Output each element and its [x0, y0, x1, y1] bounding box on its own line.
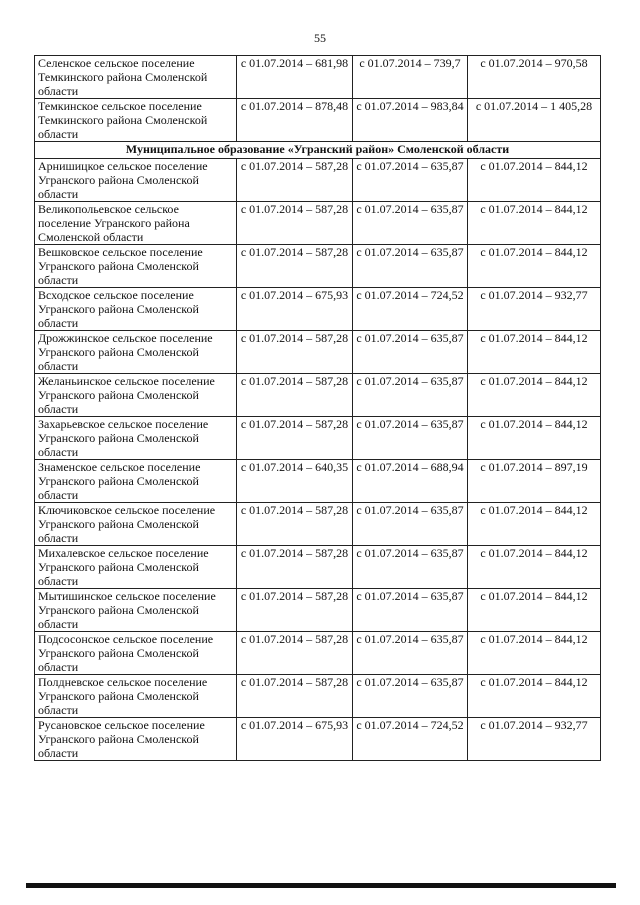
- rate-cell-1: с 01.07.2014 – 587,28: [237, 503, 353, 546]
- table-row: [35, 99, 601, 142]
- rate-cell-2: с 01.07.2014 – 635,87: [353, 245, 468, 288]
- rate-cell-2: с 01.07.2014 – 635,87: [353, 417, 468, 460]
- rate-cell-1: с 01.07.2014 – 675,93: [237, 288, 353, 331]
- rate-cell-3: с 01.07.2014 – 932,77: [468, 718, 601, 761]
- table-row: [35, 374, 601, 417]
- rate-cell-3: с 01.07.2014 – 844,12: [468, 546, 601, 589]
- settlement-name-cell: Селенское сельское поселение Темкинского района Смоленской области: [35, 56, 237, 99]
- rate-cell-3: с 01.07.2014 – 970,58: [468, 56, 601, 99]
- settlement-name-cell: Великопольевское сельское поселение Угранского района Смоленской области: [35, 202, 237, 245]
- settlement-name-cell: Мытишинское сельское поселение Угранского района Смоленской области: [35, 589, 237, 632]
- rate-cell-3: с 01.07.2014 – 844,12: [468, 589, 601, 632]
- rate-cell-2: с 01.07.2014 – 724,52: [353, 288, 468, 331]
- tariff-table-body: [35, 56, 601, 761]
- table-row: [35, 675, 601, 718]
- rate-cell-2: с 01.07.2014 – 635,87: [353, 546, 468, 589]
- table-row: [35, 460, 601, 503]
- table-row: [35, 288, 601, 331]
- rate-cell-1: с 01.07.2014 – 587,28: [237, 331, 353, 374]
- rate-cell-1: с 01.07.2014 – 587,28: [237, 546, 353, 589]
- table-row: [35, 503, 601, 546]
- rate-cell-3: с 01.07.2014 – 932,77: [468, 288, 601, 331]
- rate-cell-1: с 01.07.2014 – 587,28: [237, 202, 353, 245]
- rate-cell-1: с 01.07.2014 – 587,28: [237, 245, 353, 288]
- rate-cell-1: с 01.07.2014 – 640,35: [237, 460, 353, 503]
- settlement-name-cell: Михалевское сельское поселение Угранского района Смоленской области: [35, 546, 237, 589]
- table-row: [35, 245, 601, 288]
- rate-cell-2: с 01.07.2014 – 983,84: [353, 99, 468, 142]
- footer-rule: [26, 883, 616, 888]
- settlement-name-cell: Вешковское сельское поселение Угранского района Смоленской области: [35, 245, 237, 288]
- tariff-table: [34, 55, 601, 761]
- table-row: [35, 546, 601, 589]
- rate-cell-3: с 01.07.2014 – 1 405,28: [468, 99, 601, 142]
- rate-cell-3: с 01.07.2014 – 844,12: [468, 245, 601, 288]
- settlement-name-cell: Темкинское сельское поселение Темкинского района Смоленской области: [35, 99, 237, 142]
- rate-cell-3: с 01.07.2014 – 844,12: [468, 374, 601, 417]
- settlement-name-cell: Полдневское сельское поселение Угранского района Смоленской области: [35, 675, 237, 718]
- rate-cell-2: с 01.07.2014 – 635,87: [353, 331, 468, 374]
- table-row: [35, 331, 601, 374]
- rate-cell-3: с 01.07.2014 – 844,12: [468, 675, 601, 718]
- settlement-name-cell: Знаменское сельское поселение Угранского района Смоленской области: [35, 460, 237, 503]
- rate-cell-2: с 01.07.2014 – 635,87: [353, 374, 468, 417]
- table-row: [35, 159, 601, 202]
- rate-cell-1: с 01.07.2014 – 878,48: [237, 99, 353, 142]
- table-row: [35, 589, 601, 632]
- rate-cell-1: с 01.07.2014 – 587,28: [237, 374, 353, 417]
- table-row: [35, 56, 601, 99]
- rate-cell-2: с 01.07.2014 – 635,87: [353, 159, 468, 202]
- rate-cell-3: с 01.07.2014 – 844,12: [468, 159, 601, 202]
- settlement-name-cell: Подсосонское сельское поселение Угранского района Смоленской области: [35, 632, 237, 675]
- table-row: [35, 718, 601, 761]
- rate-cell-3: с 01.07.2014 – 844,12: [468, 417, 601, 460]
- settlement-name-cell: Захарьевское сельское поселение Угранского района Смоленской области: [35, 417, 237, 460]
- rate-cell-2: с 01.07.2014 – 635,87: [353, 589, 468, 632]
- settlement-name-cell: Желаньинское сельское поселение Угранского района Смоленской области: [35, 374, 237, 417]
- settlement-name-cell: Ключиковское сельское поселение Угранского района Смоленской области: [35, 503, 237, 546]
- table-row: [35, 202, 601, 245]
- rate-cell-1: с 01.07.2014 – 587,28: [237, 589, 353, 632]
- rate-cell-2: с 01.07.2014 – 739,7: [353, 56, 468, 99]
- rate-cell-1: с 01.07.2014 – 675,93: [237, 718, 353, 761]
- rate-cell-1: с 01.07.2014 – 587,28: [237, 159, 353, 202]
- rate-cell-2: с 01.07.2014 – 635,87: [353, 503, 468, 546]
- rate-cell-3: с 01.07.2014 – 897,19: [468, 460, 601, 503]
- settlement-name-cell: Русановское сельское поселение Угранского района Смоленской области: [35, 718, 237, 761]
- rate-cell-3: с 01.07.2014 – 844,12: [468, 202, 601, 245]
- rate-cell-1: с 01.07.2014 – 681,98: [237, 56, 353, 99]
- table-row: [35, 632, 601, 675]
- settlement-name-cell: Дрожжинское сельское поселение Угранского района Смоленской области: [35, 331, 237, 374]
- rate-cell-1: с 01.07.2014 – 587,28: [237, 675, 353, 718]
- page-number: 55: [314, 31, 326, 45]
- rate-cell-2: с 01.07.2014 – 635,87: [353, 675, 468, 718]
- rate-cell-2: с 01.07.2014 – 688,94: [353, 460, 468, 503]
- rate-cell-3: с 01.07.2014 – 844,12: [468, 331, 601, 374]
- settlement-name-cell: Всходское сельское поселение Угранского района Смоленской области: [35, 288, 237, 331]
- rate-cell-3: с 01.07.2014 – 844,12: [468, 503, 601, 546]
- rate-cell-2: с 01.07.2014 – 635,87: [353, 632, 468, 675]
- table-row: [35, 417, 601, 460]
- rate-cell-1: с 01.07.2014 – 587,28: [237, 417, 353, 460]
- rate-cell-3: с 01.07.2014 – 844,12: [468, 632, 601, 675]
- section-row: [35, 142, 601, 159]
- rate-cell-1: с 01.07.2014 – 587,28: [237, 632, 353, 675]
- rate-cell-2: с 01.07.2014 – 635,87: [353, 202, 468, 245]
- rate-cell-2: с 01.07.2014 – 724,52: [353, 718, 468, 761]
- section-heading: Муниципальное образование «Угранский район» Смоленской области: [35, 142, 601, 159]
- settlement-name-cell: Арнишицкое сельское поселение Угранского района Смоленской области: [35, 159, 237, 202]
